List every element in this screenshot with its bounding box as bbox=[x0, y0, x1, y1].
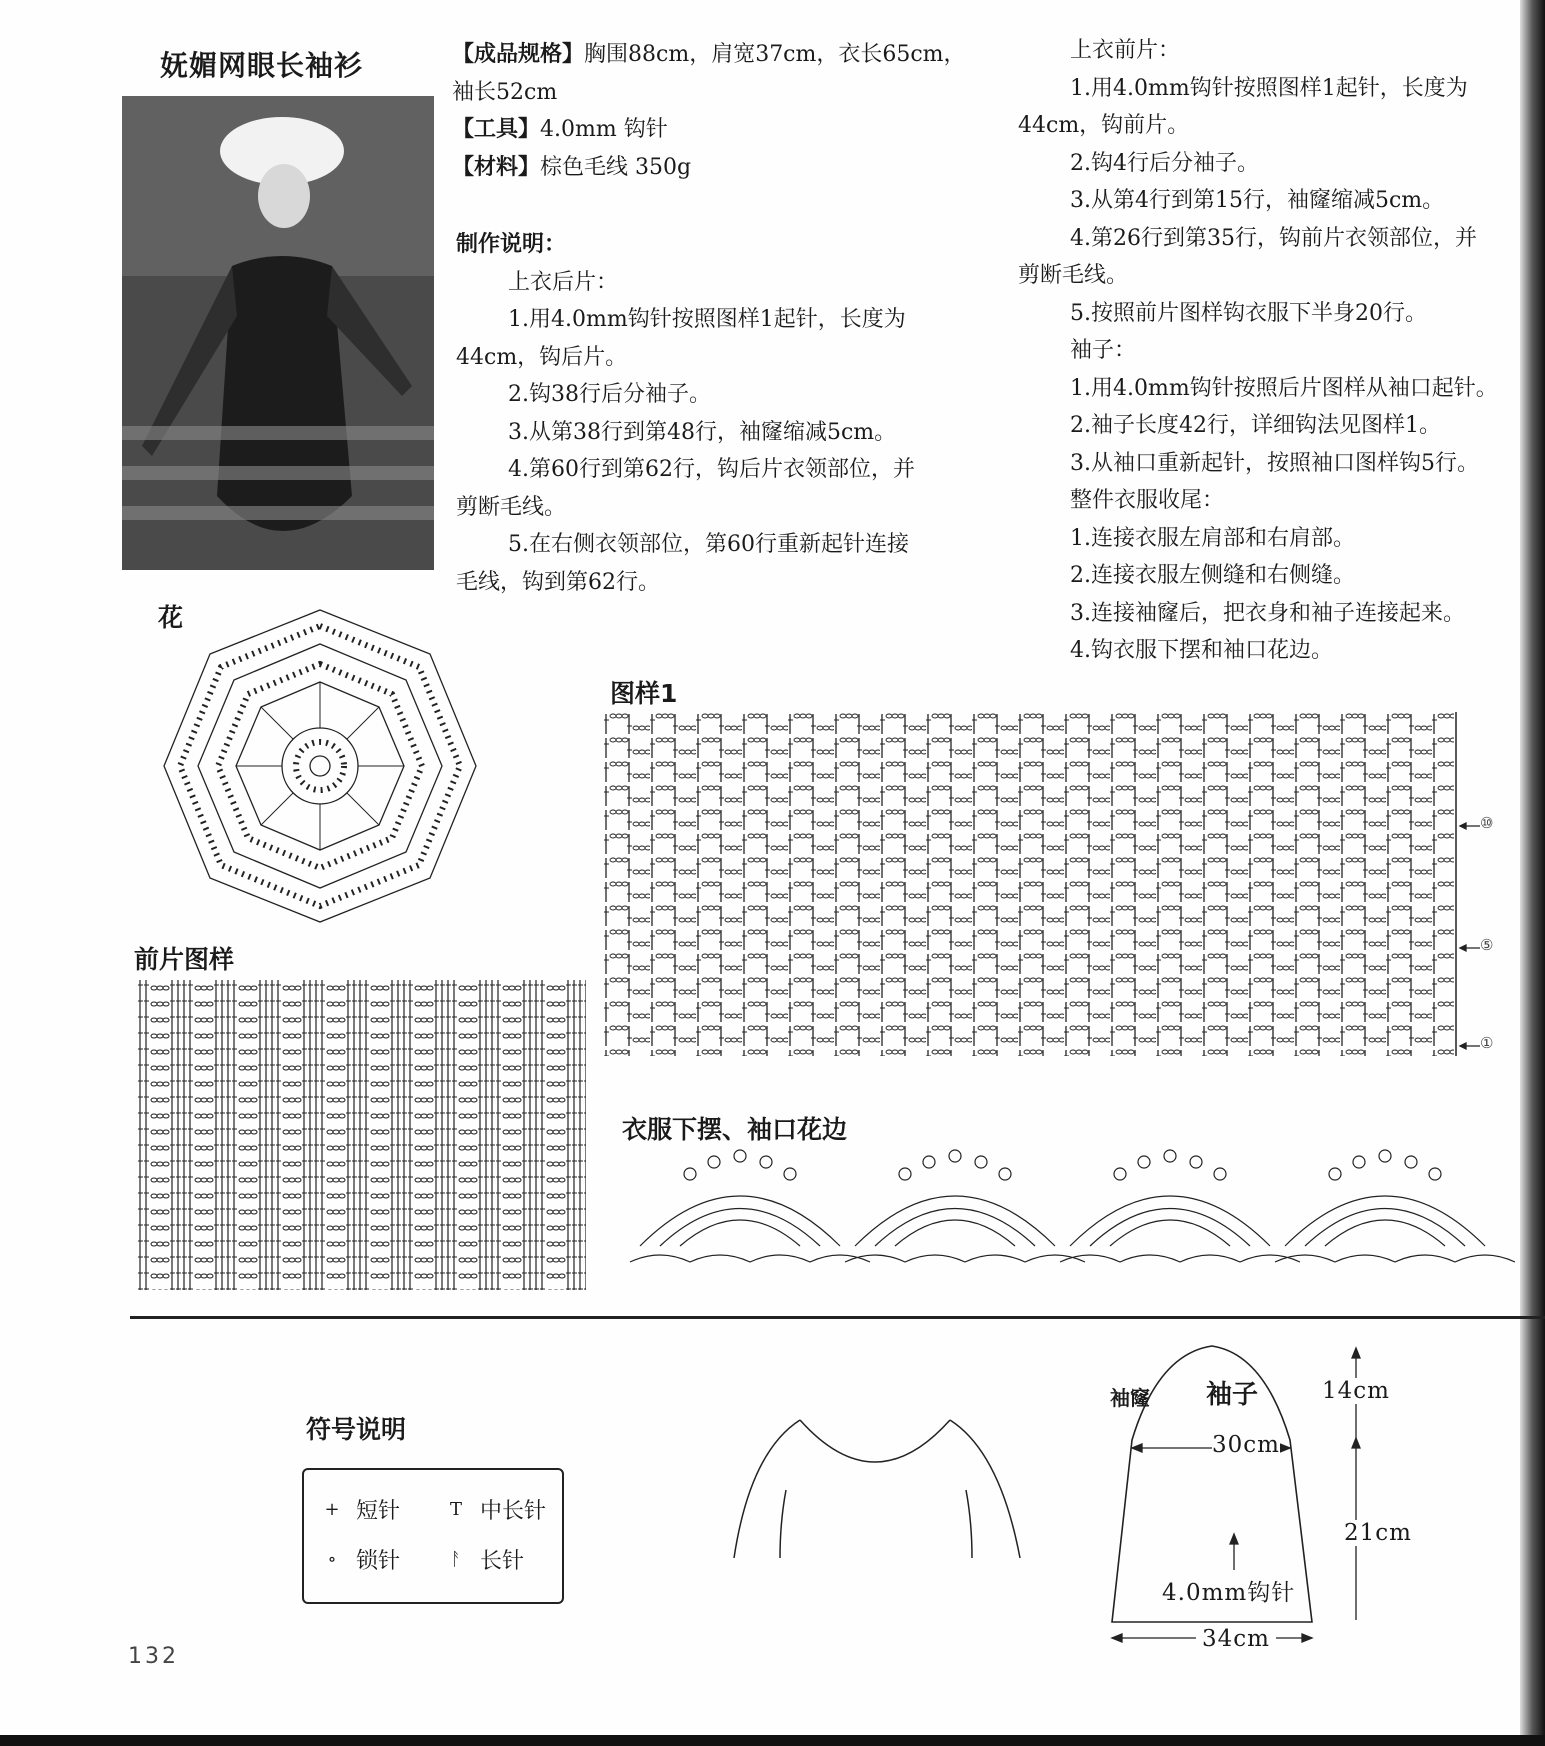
legend-box bbox=[302, 1468, 564, 1604]
sleeve-line: 1.用4.0mm钩针按照后片图样从袖口起针。 bbox=[1070, 375, 1498, 401]
legend-item-half-double: T 中长针 bbox=[442, 1494, 546, 1525]
legend-item-double: ᚨ 长针 bbox=[442, 1544, 524, 1575]
front-piece-line: 剪断毛线。 bbox=[1018, 263, 1129, 288]
back-piece-line: 毛线，钩到第62行。 bbox=[456, 569, 660, 595]
front-piece-line: 4.第26行到第35行，钩前片衣领部位，并 bbox=[1070, 225, 1477, 251]
front-piece-line: 44cm，钩前片。 bbox=[1018, 113, 1190, 138]
page-bottom-edge bbox=[0, 1735, 1545, 1746]
row-marker-1: ① bbox=[1480, 1034, 1494, 1052]
cap-height-dim: 14cm bbox=[1322, 1378, 1390, 1404]
model-photo-illustration bbox=[122, 96, 434, 570]
finishing-heading: 整件衣服收尾： bbox=[1070, 488, 1225, 513]
pattern1-chart bbox=[604, 712, 1454, 1062]
back-piece-line: 44cm，钩后片。 bbox=[456, 344, 628, 370]
front-pattern-label: 前片图样 bbox=[134, 945, 235, 974]
row-marker-10: ⑩ bbox=[1480, 814, 1494, 832]
flower-diagram bbox=[158, 604, 482, 928]
page-binding-shadow bbox=[1520, 0, 1545, 1746]
sleeve-title: 袖子 bbox=[1206, 1380, 1259, 1410]
flower-label: 花 bbox=[158, 603, 184, 632]
sleeve-heading: 袖子： bbox=[1070, 338, 1137, 363]
spec-line: 【成品规格】胸围88cm，肩宽37cm，衣长65cm， bbox=[452, 42, 966, 67]
row-marker-5: ⑤ bbox=[1480, 936, 1494, 954]
front-piece-line: 3.从第4行到第15行，袖窿缩减5cm。 bbox=[1070, 188, 1445, 213]
sleeve-line: 2.袖子长度42行，详细钩法见图样1。 bbox=[1070, 413, 1441, 438]
legend-item-short-stitch: + 短针 bbox=[318, 1494, 400, 1525]
back-piece-line: 4.第60行到第62行，钩后片衣领部位，并 bbox=[508, 457, 915, 482]
edging-label: 衣服下摆、袖口花边 bbox=[622, 1115, 848, 1144]
bodice-outline bbox=[730, 1412, 1030, 1562]
front-piece-line: 2.钩4行后分袖子。 bbox=[1070, 150, 1259, 176]
top-width-dim: 30cm bbox=[1212, 1432, 1280, 1458]
spec-line: 【工具】4.0mm 钩针 bbox=[452, 117, 668, 142]
spec-line: 【材料】棕色毛线 350g bbox=[452, 154, 692, 180]
legend-title: 符号说明 bbox=[306, 1415, 407, 1444]
t-symbol-icon: T bbox=[449, 1499, 462, 1520]
finishing-line: 1.连接衣服左肩部和右肩部。 bbox=[1070, 525, 1355, 551]
back-piece-line: 剪断毛线。 bbox=[456, 494, 567, 520]
instructions-block bbox=[456, 226, 915, 601]
front-pattern-chart bbox=[138, 980, 588, 1292]
back-piece-line: 3.从第38行到第48行，袖窿缩减5cm。 bbox=[508, 419, 897, 445]
sleeve-line: 3.从袖口重新起针，按照袖口图样钩5行。 bbox=[1070, 450, 1479, 476]
plus-symbol-icon: + bbox=[324, 1499, 340, 1520]
front-piece-heading: 上衣前片： bbox=[1070, 38, 1181, 63]
pattern1-label: 图样1 bbox=[610, 679, 678, 708]
finishing-line: 4.钩衣服下摆和袖口花边。 bbox=[1070, 638, 1333, 663]
double-stitch-symbol-icon: ᚨ bbox=[450, 1549, 462, 1570]
bottom-width-dim: 34cm bbox=[1196, 1626, 1276, 1652]
spec-line: 袖长52cm bbox=[452, 79, 558, 105]
finishing-line: 2.连接衣服左侧缝和右侧缝。 bbox=[1070, 563, 1355, 588]
back-piece-heading: 上衣后片： bbox=[508, 269, 619, 295]
edging-chart bbox=[630, 1136, 1480, 1272]
circle-symbol-icon: ∘ bbox=[327, 1549, 337, 1570]
body-height-dim: 21cm bbox=[1344, 1520, 1412, 1546]
front-piece-line: 1.用4.0mm钩针按照图样1起针，长度为 bbox=[1070, 75, 1468, 101]
back-piece-line: 2.钩38行后分袖子。 bbox=[508, 382, 711, 407]
legend-item-chain: ∘ 锁针 bbox=[318, 1544, 400, 1575]
specs-block bbox=[452, 36, 966, 186]
page-title: 妩媚网眼长袖衫 bbox=[160, 49, 364, 82]
section-divider bbox=[130, 1316, 1545, 1319]
back-piece-line: 1.用4.0mm钩针按照图样1起针，长度为 bbox=[508, 307, 906, 332]
finishing-line: 3.连接袖窿后，把衣身和袖子连接起来。 bbox=[1070, 600, 1465, 626]
tool-label: 4.0mm钩针 bbox=[1162, 1580, 1296, 1606]
back-piece-line: 5.在右侧衣领部位，第60行重新起针连接 bbox=[508, 532, 909, 557]
armhole-label: 袖窿 bbox=[1110, 1386, 1150, 1410]
front-piece-block bbox=[1018, 32, 1498, 670]
front-piece-line: 5.按照前片图样钩衣服下半身20行。 bbox=[1070, 300, 1427, 326]
instructions-heading: 制作说明： bbox=[456, 232, 567, 257]
page-number: 132 bbox=[128, 1644, 179, 1669]
model-photo bbox=[122, 96, 434, 570]
